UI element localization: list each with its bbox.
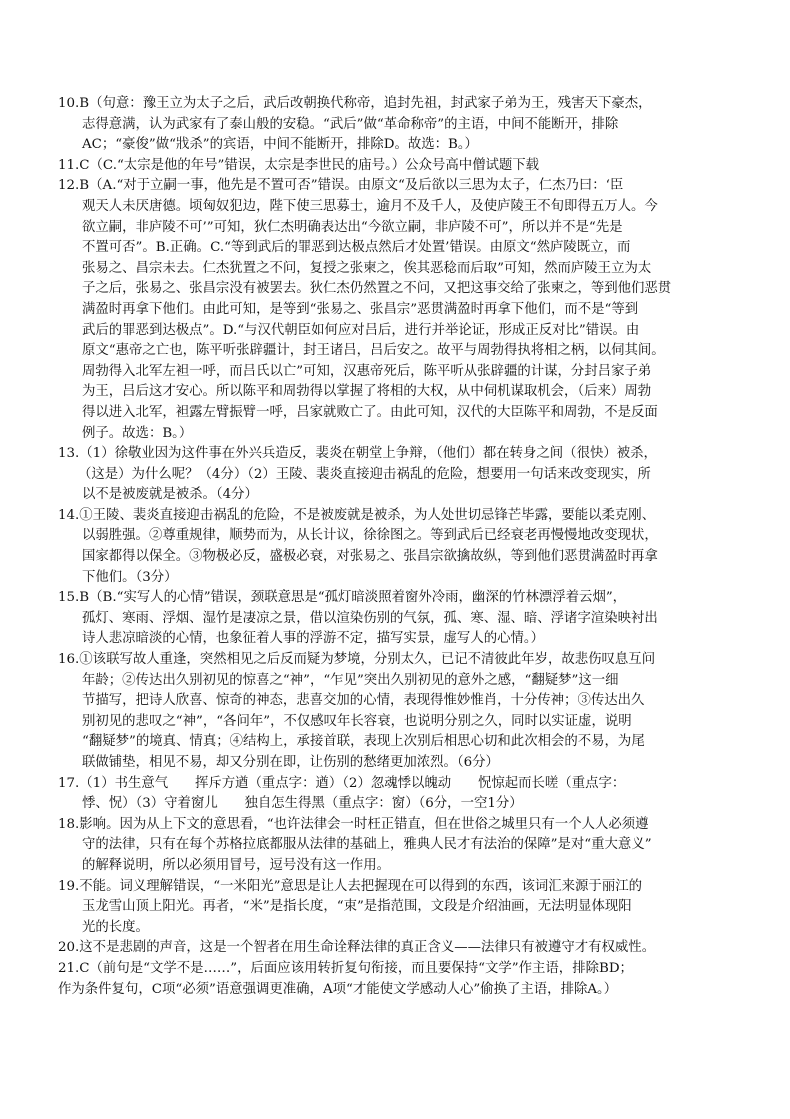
answer-key-page <box>58 94 744 1000</box>
answer-q10 <box>58 94 744 156</box>
answer-line: 以弱胜强。②尊重规律，顺势而为，从长计议，徐徐图之。等到武后已经衰老再慢慢地改变现状， <box>82 528 658 544</box>
answer-line: 年龄；②传达出久别初见的惊喜之“神”，“乍见”突出久别初见的意外之感，“翻疑梦”这一细 <box>82 672 619 688</box>
answer-line: 欲立嗣，非庐陵不可’”可知，狄仁杰明确表达出“今欲立嗣，非庐陵不可”，所以并不是“先是 <box>82 219 623 235</box>
answer-line: 17.（1）书生意气 挥斥方遒（重点字：遒）（2）忽魂悸以魄动 怳惊起而长嗟（重点字： <box>58 775 626 791</box>
answer-line: 诗人悲凉暗淡的心情，也象征着人事的浮游不定，描写实景，虚写人的心情。） <box>82 631 544 647</box>
answer-line: 国家都得以保全。③物极必反，盛极必衰，对张易之、张昌宗欲擒故纵，等到他们恶贯满盈时再拿 <box>82 549 658 565</box>
answer-line: 不置可否”。B.正确。C.“等到武后的罪恶到达极点然后才处置’错误。由原文“然庐陵既立，而 <box>82 240 631 256</box>
answer-line: 例子。故选：B。） <box>82 425 193 441</box>
answer-line: 子之后，张易之、张昌宗没有被罢去。狄仁杰仍然置之不问，又把这事交给了张柬之，等到他们恶贯 <box>82 281 672 297</box>
answer-line: 联做铺垫，相见不易，却又分别在即，让伤别的愁绪更加浓烈。（6分） <box>82 755 499 770</box>
answer-line: 光的长度。 <box>82 919 149 935</box>
answer-q13 <box>58 444 744 506</box>
answer-line: 19.不能。词义理解错误，“一米阳光”意思是让人去把握现在可以得到的东西，该词汇来源于丽江的 <box>58 878 642 894</box>
answer-line: （这是）为什么呢？（4分）（2）王陵、裴炎直接迎击祸乱的危险，想要用一句话来改变现实，所 <box>78 466 651 482</box>
answer-q20 <box>58 938 744 959</box>
answer-line: “翻疑梦”的境真、情真；④结构上，承接首联，表现上次别后相思心切和此次相会的不易，为尾 <box>82 734 645 750</box>
answer-line: AC；“豪俊”做“戕杀”的宾语，中间不能断开，排除D。故选：B。） <box>82 137 478 153</box>
answer-line: 16.①该联写故人重逢，突然相见之后反而疑为梦境，分别太久，已记不清彼此年岁，故悲伤叹息互问 <box>58 652 656 668</box>
answer-q12 <box>58 176 744 444</box>
answer-line: 以不是被废就是被杀。（4分） <box>82 487 258 503</box>
answer-line: 18.影响。因为从上下文的意思看，“也许法律会一时枉正错直，但在世俗之城里只有一个人人必须遵 <box>58 816 649 832</box>
answer-q11 <box>58 156 744 177</box>
answer-q21 <box>58 959 744 1000</box>
answer-line: 孤灯、寒雨、浮烟、湿竹是凄凉之景，借以渲染伤别的气氛，孤、寒、湿、暗、浮诸字渲染映衬出 <box>82 610 658 626</box>
answer-line: 14.①王陵、裴炎直接迎击祸乱的危险，不是被废就是被杀，为人处世切忌锋芒毕露，要能以柔克刚、 <box>58 507 656 523</box>
answer-line: 21.C（前句是“文学不是……”，后面应该用转折复句衔接，而且要保持“文学”作主语，排除BD； <box>58 960 633 976</box>
answer-line: 观天人未厌唐德。顷匈奴犯边，陛下使三思募士，逾月不及千人，及使庐陵王不旬即得五万人。今 <box>82 198 658 214</box>
answer-line: 原文“惠帝之亡也，陈平听张辟疆计，封王诸吕，吕后安之。故平与周勃得执将相之柄，以伺其间。 <box>82 343 665 359</box>
answer-line: 玉龙雪山顶上阳光。再者，“米”是指长度，“束”是指范围，文段是介绍油画，无法明显体现阳 <box>82 899 632 915</box>
answer-line: 为王，吕后这才安心。所以陈平和周勃得以掌握了将相的大权，从中伺机谋取机会，（后来）周勃 <box>82 384 652 400</box>
answer-line: 作为条件复句，C项“必须”语意强调更准确，A项“才能使文学感动人心”偷换了主语，排除A。） <box>58 981 618 997</box>
answer-line: 守的法律，只有在每个苏格拉底都服从法律的基础上，雅典人民才有法治的保障”是对“重大意义” <box>82 837 652 853</box>
answer-q19 <box>58 877 744 939</box>
answer-line: 11.C（C.“太宗是他的年号”错误，太宗是李世民的庙号。）公众号高中僧试题下载 <box>58 157 540 173</box>
answer-q16 <box>58 650 744 774</box>
answer-q17 <box>58 774 744 815</box>
answer-line: 别初见的悲叹之“神”，“各问年”，不仅感叹年长容衰，也说明分别之久，同时以实证虚，说明 <box>82 713 632 729</box>
answer-line: 周勃得入北军左袒一呼，而吕氏以亡”可知，汉惠帝死后，陈平听从张辟疆的计谋，分封吕家子弟 <box>82 363 652 379</box>
answer-q18 <box>58 815 744 877</box>
answer-line: 节描写，把诗人欣喜、惊奇的神态，悲喜交加的心情，表现得惟妙惟肖，十分传神；③传达出久 <box>82 693 645 709</box>
answer-line: 的解释说明，所以必须用冒号，逗号没有这一作用。 <box>82 857 390 873</box>
answer-line: 13.（1）徐敬业因为这件事在外兴兵造反，裴炎在朝堂上争辩，（他们）都在转身之间（很快）被杀， <box>58 446 657 462</box>
answer-line: 武后的罪恶到达极点”。D.“与汉代朝臣如何应对吕后，进行并举论证，形成正反对比”错误。由 <box>82 322 640 338</box>
answer-line: 悸、怳）（3）守着窗儿 独自怎生得黑（重点字：窗）（6分，一空1分） <box>82 796 523 812</box>
answer-line: 得以进入北军，袒露左臂振臂一呼，吕家就败亡了。由此可知，汉代的大臣陈平和周勃，不是反面 <box>82 404 658 420</box>
answer-line: 10.B（句意：豫王立为太子之后，武后改朝换代称帝，追封先祖，封武家子弟为王，残害天下豪杰， <box>58 96 652 111</box>
answer-line: 20.这不是悲剧的声音，这是一个智者在用生命诠释法律的真正含义——法律只有被遵守才有权威性。 <box>58 940 656 956</box>
answer-line: 15.B（B.“实写人的心情”错误，颈联意思是“孤灯暗淡照着窗外冷雨，幽深的竹林漂浮着云烟”， <box>58 590 627 606</box>
answer-line: 志得意满，认为武家有了泰山般的安稳。“武后”做“革命称帝”的主语，中间不能断开，排除 <box>82 116 619 132</box>
answer-line: 张易之、昌宗未去。仁杰犹置之不问，复授之张柬之，俟其恶稔而后取”可知，然而庐陵王立为太 <box>82 260 652 276</box>
answer-line: 12.B（A.“对于立嗣一事，他先是不置可否”错误。由原文“及后欲以三思为太子，仁杰乃曰：‘臣 <box>58 178 624 194</box>
answer-q15 <box>58 588 744 650</box>
answer-line: 下他们。（3分） <box>82 569 178 585</box>
answer-q14 <box>58 506 744 588</box>
answer-line: 满盈时再拿下他们。由此可知，是等到“张易之、张昌宗”恶贯满盈时再拿下他们，而不是“等到 <box>82 301 639 317</box>
